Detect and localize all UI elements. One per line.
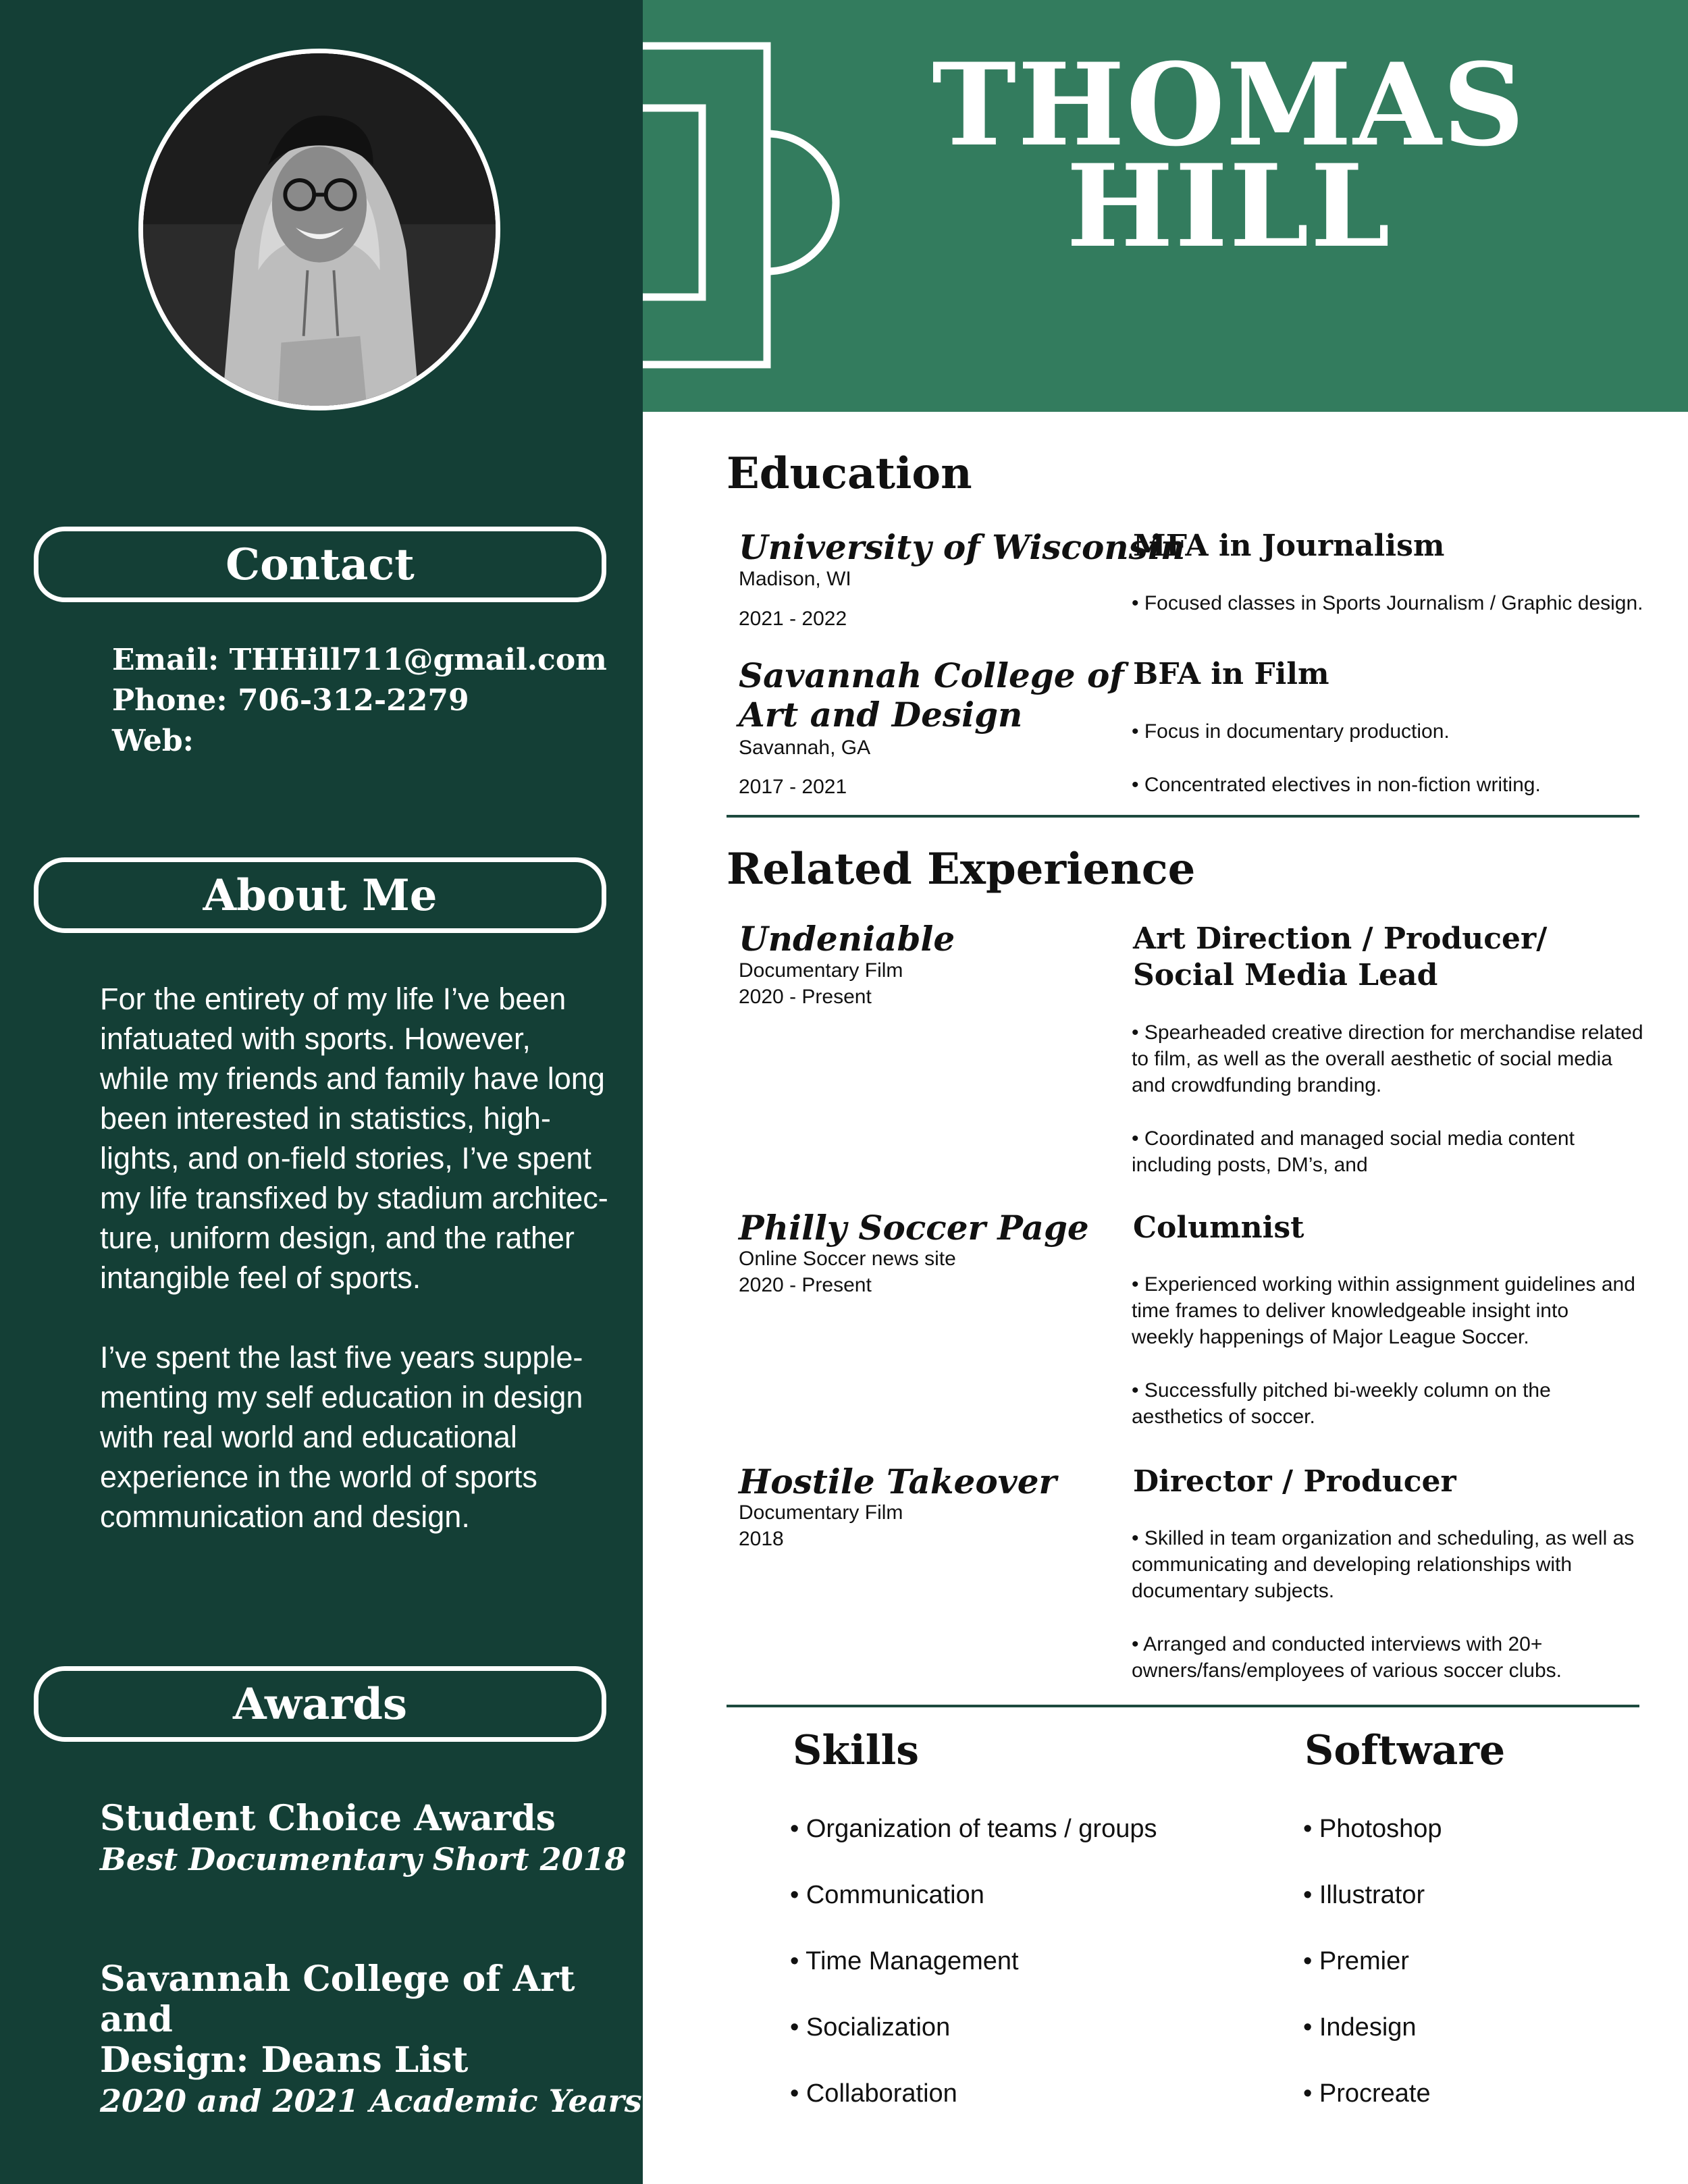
about-line: I’ve spent the last five years supple-	[100, 1340, 583, 1375]
bullet	[1132, 1125, 1658, 1178]
bullet-line: • Skilled in team organization and scheduling, as well as	[1132, 1527, 1635, 1549]
project-type: Online Soccer news site	[739, 1248, 956, 1270]
section-divider	[727, 815, 1639, 818]
award-item	[100, 1959, 643, 2121]
bullet	[1132, 1019, 1658, 1098]
software-heading: Software	[1304, 1727, 1506, 1774]
about-line: infatuated with sports. However,	[100, 1021, 531, 1056]
role-title: Director / Producer	[1133, 1464, 1456, 1499]
contact-details	[112, 640, 607, 762]
list-item: • Time Management	[790, 1947, 1019, 1975]
contact-web: Web:	[112, 724, 194, 758]
about-line: experience in the world of sports	[100, 1460, 537, 1494]
about-line: ture, uniform design, and the rather	[100, 1221, 575, 1255]
list-item: • Organization of teams / groups	[790, 1815, 1157, 1843]
list-item: • Photoshop	[1303, 1815, 1442, 1843]
bullet-line: • Arranged and conducted interviews with 20+	[1132, 1633, 1543, 1655]
list-item: • Illustrator	[1303, 1881, 1425, 1909]
last-name: HILL	[1066, 139, 1392, 273]
award-title: Design: Deans List	[100, 2040, 469, 2081]
project-title: Hostile Takeover	[739, 1462, 1057, 1501]
experience-heading: Related Experience	[727, 844, 1196, 895]
bullet	[1132, 1271, 1658, 1350]
bullet-line: • Spearheaded creative direction for merchandise related	[1132, 1021, 1643, 1044]
about-line: communication and design.	[100, 1499, 470, 1534]
about-line: my life transfixed by stadium architec-	[100, 1181, 608, 1215]
bullet: • Focused classes in Sports Journalism / Graphic design.	[1132, 592, 1643, 614]
school-name: Art and Design	[739, 695, 1023, 735]
about-paragraph-1	[100, 979, 633, 1298]
award-item	[100, 1799, 627, 1880]
school-location: Madison, WI	[739, 568, 851, 590]
about-heading	[34, 857, 606, 933]
bullet-line: documentary subjects.	[1132, 1580, 1335, 1602]
about-text	[100, 979, 633, 1576]
name-title	[871, 38, 1587, 273]
award-title: Student Choice Awards	[100, 1798, 556, 1839]
list-item: • Procreate	[1303, 2079, 1431, 2108]
education-heading: Education	[727, 448, 972, 499]
bullet-line: owners/fans/employees of various soccer clubs.	[1132, 1659, 1562, 1682]
bullet	[1132, 1631, 1658, 1684]
school-name: Savannah College of	[739, 656, 1124, 695]
first-name: THOMAS	[932, 38, 1526, 171]
bullet-line: communicating and developing relationships with	[1132, 1553, 1573, 1576]
list-item: • Collaboration	[790, 2079, 957, 2108]
school-name: University of Wisconsin	[739, 527, 1186, 567]
bullet-line: aesthetics of soccer.	[1132, 1406, 1315, 1428]
skills-heading: Skills	[793, 1727, 920, 1774]
contact-email[interactable]: Email: THHill711@gmail.com	[112, 643, 607, 677]
header-banner	[643, 0, 1688, 412]
about-line: while my friends and family have long	[100, 1061, 605, 1096]
role-title: Social Media Lead	[1133, 958, 1438, 992]
contact-heading	[34, 527, 606, 602]
about-line: menting my self education in design	[100, 1380, 583, 1414]
project-years: 2020 - Present	[739, 986, 872, 1008]
role-title: Columnist	[1133, 1210, 1304, 1245]
bullet-line: and crowdfunding branding.	[1132, 1074, 1382, 1096]
bullet-line: • Successfully pitched bi-weekly column on the	[1132, 1379, 1551, 1402]
award-subtitle: 2020 and 2021 Academic Years	[100, 2083, 642, 2119]
bullet	[1132, 1525, 1658, 1604]
list-item: • Communication	[790, 1881, 984, 1909]
about-line: lights, and on-field stories, I’ve spent	[100, 1141, 591, 1175]
project-years: 2018	[739, 1528, 784, 1550]
software-list	[1303, 1796, 1442, 2127]
bullet-line: including posts, DM’s, and	[1132, 1154, 1368, 1176]
list-item: • Indesign	[1303, 2013, 1417, 2042]
section-divider	[727, 1705, 1639, 1707]
bullet-line: to film, as well as the overall aesthetic of social media	[1132, 1048, 1612, 1070]
about-paragraph-2	[100, 1337, 633, 1537]
bullet-line: • Coordinated and managed social media content	[1132, 1127, 1575, 1150]
bullet: • Concentrated electives in non-fiction writing.	[1132, 774, 1541, 796]
award-subtitle: Best Documentary Short 2018	[100, 1841, 627, 1877]
list-item: • Socialization	[790, 2013, 951, 2042]
avatar	[143, 53, 496, 406]
bullet-line: weekly happenings of Major League Soccer.	[1132, 1326, 1529, 1348]
about-line: For the entirety of my life I’ve been	[100, 982, 566, 1016]
degree: BFA in Film	[1133, 657, 1329, 691]
about-line: with real world and educational	[100, 1420, 517, 1454]
project-type: Documentary Film	[739, 1501, 903, 1524]
about-heading-label: About Me	[203, 870, 438, 921]
award-title: Savannah College of Art and	[100, 1959, 575, 2040]
contact-heading-label: Contact	[226, 539, 415, 590]
about-line: been interested in statistics, high-	[100, 1101, 551, 1136]
school-location: Savannah, GA	[739, 737, 871, 759]
skills-list	[790, 1796, 1157, 2127]
awards-heading-label: Awards	[232, 1678, 408, 1730]
profile-photo	[138, 49, 500, 410]
bullet: • Focus in documentary production.	[1132, 720, 1450, 743]
contact-phone[interactable]: Phone: 706-312-2279	[112, 683, 469, 718]
degree: MFA in Journalism	[1133, 529, 1445, 563]
school-years: 2017 - 2021	[739, 776, 847, 798]
bullet-line: time frames to deliver knowledgeable insight into	[1132, 1300, 1569, 1322]
project-title: Undeniable	[739, 919, 955, 959]
project-type: Documentary Film	[739, 959, 903, 982]
project-years: 2020 - Present	[739, 1274, 872, 1296]
project-title: Philly Soccer Page	[739, 1208, 1089, 1248]
sidebar	[0, 0, 643, 2184]
school-years: 2021 - 2022	[739, 608, 847, 630]
role-title: Art Direction / Producer/	[1133, 922, 1548, 956]
bullet	[1132, 1377, 1658, 1430]
awards-heading	[34, 1666, 606, 1742]
about-line: intangible feel of sports.	[100, 1260, 421, 1295]
list-item: • Premier	[1303, 1947, 1409, 1975]
bullet-line: • Experienced working within assignment guidelines and	[1132, 1273, 1635, 1296]
